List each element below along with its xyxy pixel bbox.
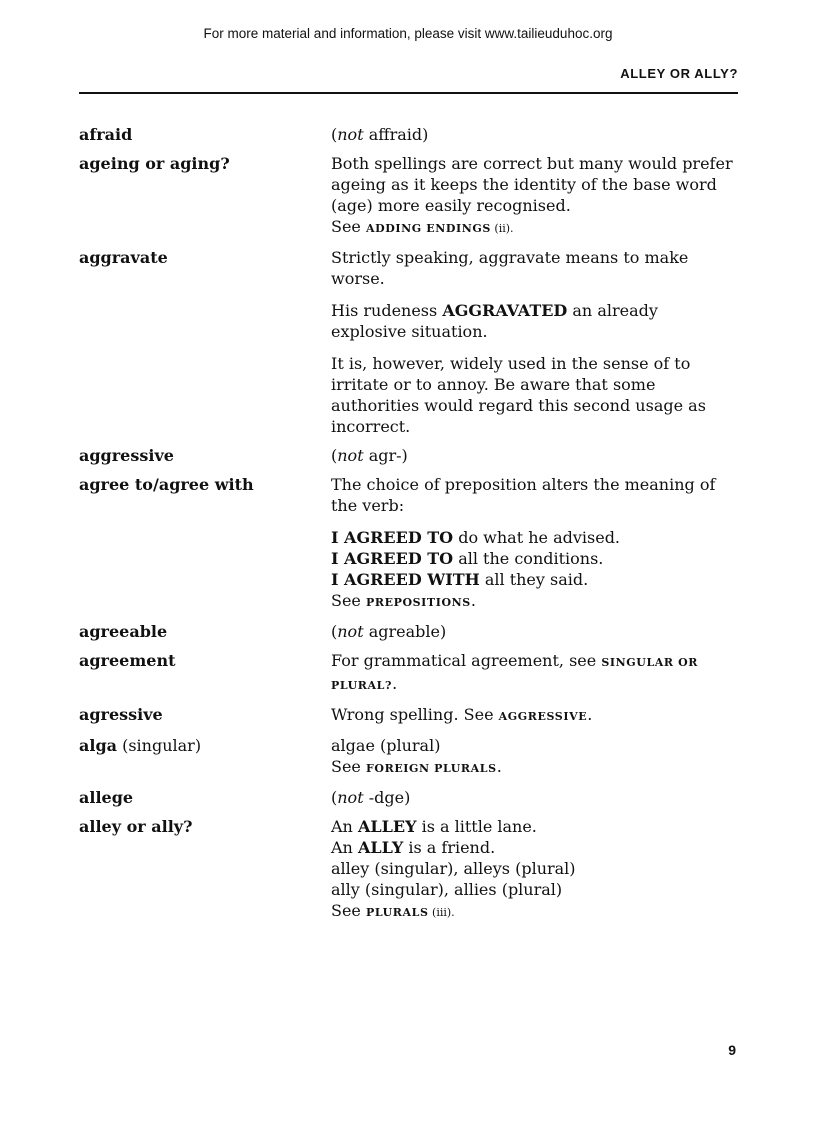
entry-aggravate — [79, 247, 738, 437]
definition: (not -dge) — [331, 788, 411, 807]
example-sentence: His rudeness AGGRAVATED an already explosive situation. — [331, 301, 658, 341]
term: aggressive — [79, 446, 174, 465]
definition: For grammatical agreement, see SINGULAR OR PLURAL?. — [331, 651, 699, 693]
term: aggravate — [79, 248, 168, 267]
term: agreement — [79, 651, 176, 670]
definition: (not affraid) — [331, 125, 429, 144]
cross-reference: See FOREIGN PLURALS. — [331, 757, 502, 776]
term: agreeable — [79, 622, 168, 641]
definition: Strictly speaking, aggravate means to make worse. His rudeness AGGRAVATED an already explosive situation. It is, however, widely used in the sense of to irritate or to annoy. Be aware that some authorities would regard this second usage as incorrect. — [331, 247, 738, 437]
cross-reference: See ADDING ENDINGS (ii). — [331, 217, 514, 236]
definition: Both spellings are correct but many would prefer ageing as it keeps the identity of the base word (age) more easily recognised. See ADDING ENDINGS (ii). — [331, 153, 738, 239]
cross-reference: See PREPOSITIONS. — [331, 591, 476, 610]
entry-alga — [79, 735, 738, 779]
term: alga (singular) — [79, 736, 202, 755]
cross-reference: See PLURALS (iii). — [331, 901, 455, 920]
page-number: 9 — [728, 1042, 736, 1058]
term: agree to/agree with — [79, 475, 254, 494]
definition: (not agr-) — [331, 446, 408, 465]
definition: algae (plural) See FOREIGN PLURALS. — [331, 735, 738, 779]
entry-afraid — [79, 124, 738, 145]
examples — [331, 527, 738, 613]
example-sentence: I AGREED WITH all they said. — [331, 570, 589, 589]
term: allege — [79, 788, 134, 807]
entry-agreeable — [79, 621, 738, 642]
example-sentence: I AGREED TO all the conditions. — [331, 549, 604, 568]
entry-list — [79, 124, 738, 931]
term: ageing or aging? — [79, 154, 230, 173]
example-sentence: I AGREED TO do what he advised. — [331, 528, 621, 547]
entry-ageing — [79, 153, 738, 239]
definition: Wrong spelling. See AGGRESSIVE. — [331, 705, 593, 724]
term: agressive — [79, 705, 163, 724]
entry-agressive — [79, 704, 738, 727]
definition: An ALLEY is a little lane. An ALLY is a friend. alley (singular), alleys (plural) ally (singular), allies (plural) See PLURALS (iii). — [331, 816, 738, 923]
entry-allege — [79, 787, 738, 808]
term: alley or ally? — [79, 817, 193, 836]
cross-reference: SINGULAR OR PLURAL? — [331, 656, 699, 692]
entry-agreement — [79, 650, 738, 696]
entry-aggressive — [79, 445, 738, 466]
running-head: ALLEY OR ALLY? — [620, 66, 738, 81]
term: afraid — [79, 125, 133, 144]
definition: (not agreable) — [331, 622, 447, 641]
entry-alley-or-ally — [79, 816, 738, 923]
header-banner: For more material and information, please visit www.tailieuduhoc.org — [203, 26, 613, 41]
entry-agree — [79, 474, 738, 613]
definition: The choice of preposition alters the meaning of the verb: I AGREED TO do what he advised. I AGREED TO all the conditions. I AGREED WITH all they said. See PREPOSITIONS. — [331, 474, 738, 613]
cross-reference: AGGRESSIVE — [498, 710, 588, 723]
header-rule — [79, 92, 738, 94]
